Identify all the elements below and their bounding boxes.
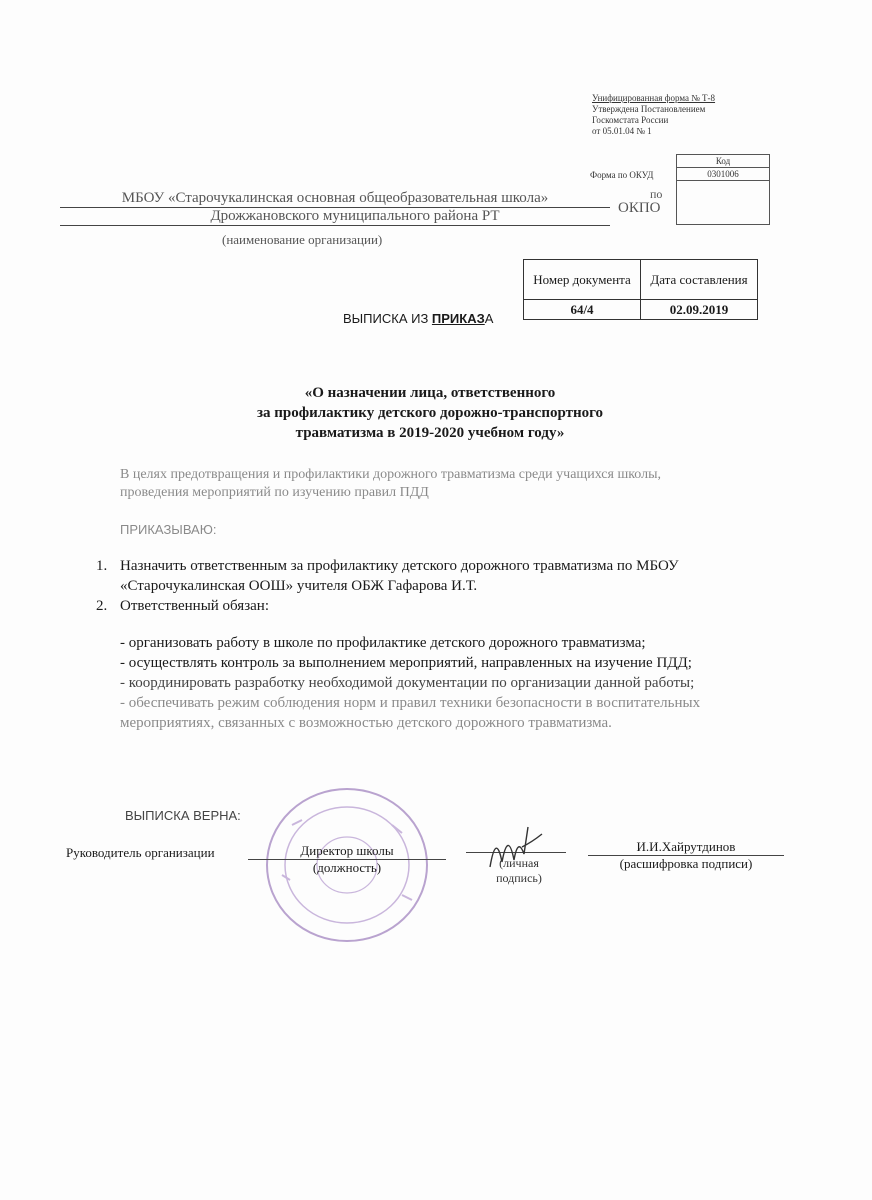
form-reference-line3: Госкомстата России <box>592 115 669 125</box>
document-table <box>523 259 758 320</box>
name-block <box>588 839 784 872</box>
head-label: Руководитель организации <box>66 845 215 860</box>
doc-number-value: 64/4 <box>524 300 641 320</box>
order-item-1 <box>96 556 820 596</box>
extract-heading <box>343 311 493 326</box>
codes-header: Код <box>677 155 770 168</box>
doc-date-value: 02.09.2019 <box>641 300 758 320</box>
order-item-2 <box>96 596 820 616</box>
item1-line2: «Старочукалинская ООШ» учителя ОБЖ Гафарова И.Т. <box>120 578 478 594</box>
organization-line1: МБОУ «Старочукалинская основная общеобразовательная школа» <box>60 190 610 208</box>
extract-prefix: ВЫПИСКА ИЗ <box>343 311 432 326</box>
name-value: И.И.Хайрутдинов <box>588 839 784 856</box>
organization-caption: (наименование организации) <box>222 232 383 247</box>
position-block <box>248 843 446 876</box>
doc-number-header: Номер документа <box>524 260 641 300</box>
doc-date-header: Дата составления <box>641 260 758 300</box>
organization-block <box>60 190 610 226</box>
item1-number: 1. <box>96 558 108 574</box>
okpo-label-1: по <box>650 187 663 201</box>
codes-table <box>676 154 770 225</box>
verified-label: ВЫПИСКА ВЕРНА: <box>125 808 241 823</box>
duty-1: - организовать работу в школе по профилактике детского дорожного травматизма; <box>120 635 646 651</box>
signature-caption-1: (личная <box>499 856 539 870</box>
intro-line2: проведения мероприятий по изучению правил ПДД <box>120 485 429 500</box>
signature-caption <box>474 856 564 886</box>
duty-5: мероприятиях, связанных с возможностью детского дорожного травматизма. <box>120 715 612 731</box>
form-reference-line4: от 05.01.04 № 1 <box>592 126 652 136</box>
order-word: ПРИКАЗЫВАЮ: <box>120 522 217 537</box>
duty-3: - координировать разработку необходимой документации по организации данной работы; <box>120 675 695 691</box>
okud-label: Форма по ОКУД <box>590 170 654 180</box>
item2-text: Ответственный обязан: <box>120 598 269 614</box>
extract-suffix: А <box>484 311 494 326</box>
title-line3: травматизма в 2019-2020 учебном году» <box>295 425 565 441</box>
title-line1: «О назначении лица, ответственного <box>304 385 556 401</box>
form-reference-line2: Утверждена Постановлением <box>592 104 706 114</box>
okpo-code <box>677 181 770 225</box>
duties-list <box>120 633 820 733</box>
signature-caption-2: подпись) <box>496 871 542 885</box>
position-caption: (должность) <box>312 860 382 875</box>
extract-word: ПРИКАЗ <box>431 311 485 326</box>
organization-line2: Дрожжановского муниципального района РТ <box>60 208 610 226</box>
order-items <box>96 556 820 616</box>
intro-line1: В целях предотвращения и профилактики дорожного травматизма среди учащихся школы, <box>120 467 662 482</box>
position-value: Директор школы <box>248 843 446 860</box>
title-line2: за профилактику детского дорожно-транспортного <box>256 405 604 421</box>
duty-4: - обеспечивать режим соблюдения норм и правил техники безопасности в воспитательных <box>120 695 701 711</box>
intro-text <box>120 466 840 502</box>
item2-number: 2. <box>96 598 108 614</box>
order-title <box>200 383 660 443</box>
name-caption: (расшифровка подписи) <box>619 856 753 871</box>
form-reference <box>592 93 792 137</box>
okud-code: 0301006 <box>677 168 770 181</box>
form-reference-line1: Унифицированная форма № Т-8 <box>592 93 716 103</box>
duty-2: - осуществлять контроль за выполнением мероприятий, направленных на изучение ПДД; <box>120 655 692 671</box>
okpo-label-2: ОКПО <box>618 200 661 216</box>
item1-line1: Назначить ответственным за профилактику детского дорожного травматизма по МБОУ <box>120 558 679 574</box>
